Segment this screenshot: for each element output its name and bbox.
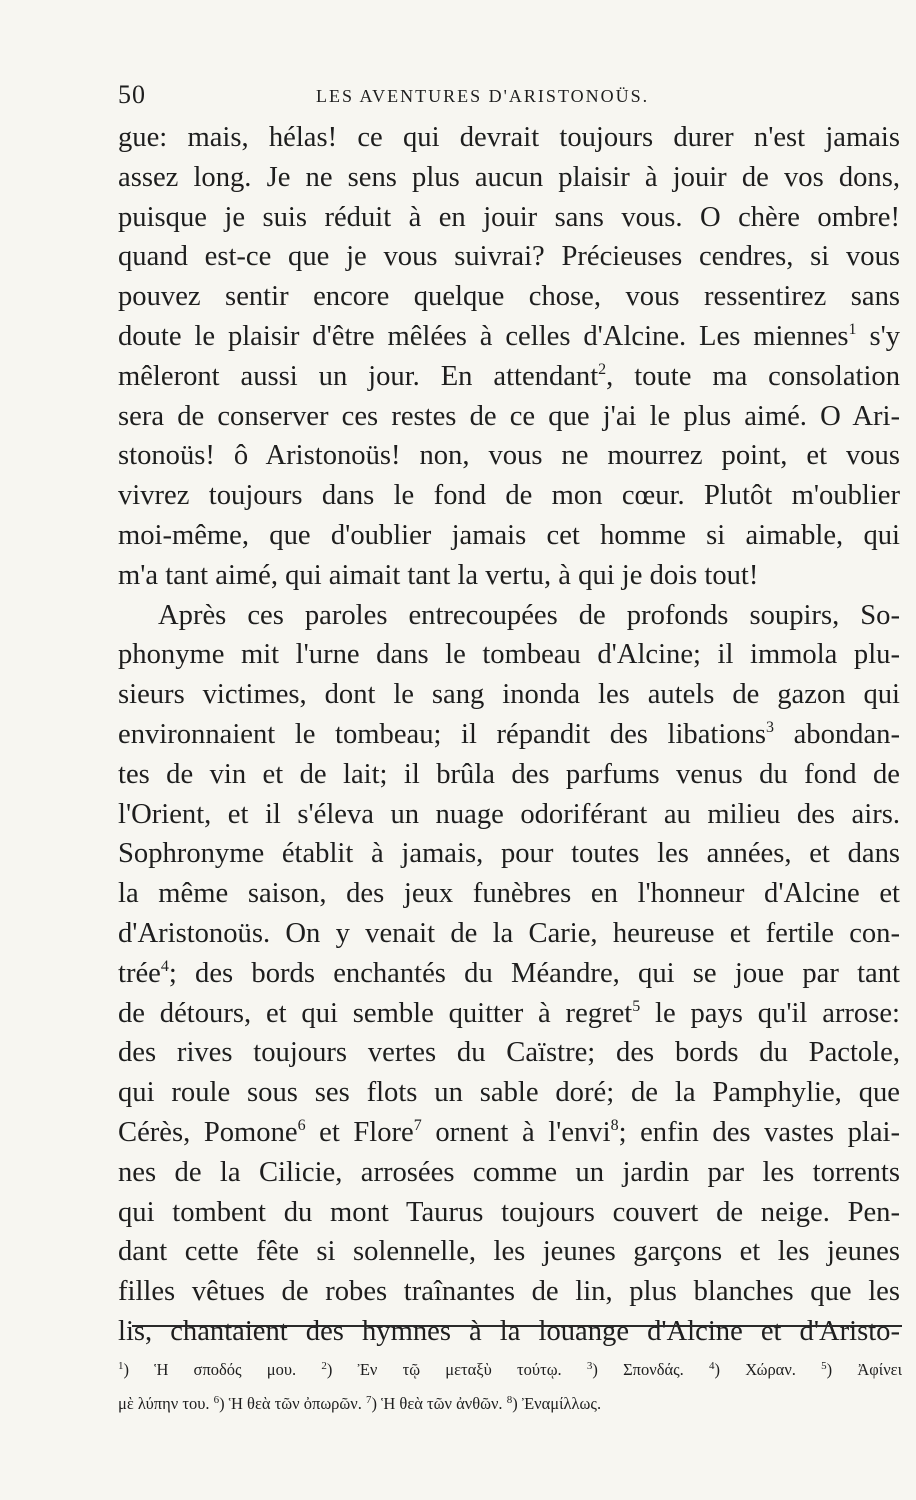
text-line: [118, 715, 900, 755]
text-line: dant cette fête si solennelle, les jeunes garçons et les jeunes: [118, 1236, 900, 1268]
page-number: 50: [118, 80, 146, 109]
footnote-text: Ἐν τῷ μεταξὺ τούτῳ.: [357, 1360, 562, 1379]
footnote-text: Ἡ θεὰ τῶν ὀπωρῶν.: [228, 1394, 362, 1413]
text-line: pouvez sentir encore quelque chose, vous ressentirez sans: [118, 281, 900, 313]
footnote-8: $^8$) Ἐναμίλλως.: [506, 1394, 602, 1413]
text-line: [118, 1113, 900, 1153]
footnote-line: [118, 1353, 902, 1387]
footnote-text: Χώραν.: [745, 1360, 796, 1379]
footnotes: [118, 1353, 902, 1421]
footnote-mark: 8: [506, 1394, 513, 1406]
text-line: qui roule sous ses flots un sable doré; de la Pamphylie, que: [118, 1077, 900, 1109]
text-line: gue: mais, hélas! ce qui devrait toujours durer n'est jamais: [118, 122, 900, 153]
footnote-text: Ἀφίνει: [857, 1360, 903, 1379]
text-segment: de détours, et qui semble quitter à regret: [118, 997, 633, 1029]
text-segment: abondan-: [774, 718, 900, 750]
text-segment: ; enfin des vastes plai-: [618, 1116, 900, 1148]
footnote-divider: [132, 1325, 902, 1327]
text-line: puisque je suis réduit à en jouir sans vous. O chère ombre!: [118, 201, 900, 233]
footnote-4: $^4$) Χώραν.: [709, 1360, 796, 1379]
footnote-marker: 6: [297, 1116, 306, 1134]
footnote-line: [118, 1387, 902, 1421]
text-line: moi-même, que d'oublier jamais cet homme si aimable, qui: [118, 519, 900, 551]
footnote-marker: 2: [598, 360, 607, 378]
footnote-6: $^6$) Ἡ θεὰ τῶν ὀπωρῶν.: [213, 1394, 362, 1413]
footnote-marker: 5: [632, 997, 641, 1015]
footnote-text: Ἡ θεὰ τῶν ἀνθῶν.: [381, 1394, 503, 1413]
text-segment: et Flore: [305, 1116, 414, 1148]
text-line: la même saison, des jeux funèbres en l'honneur d'Alcine et: [118, 878, 900, 910]
footnote-mark: 3: [586, 1360, 593, 1372]
text-segment: ornent à l'envi: [421, 1116, 611, 1148]
footnote-mark: 1: [118, 1360, 124, 1372]
text-line: l'Orient, et il s'éleva un nuage odoriférant au milieu des airs.: [118, 798, 900, 830]
footnote-1: $^1$) Ἡ σποδός μου.: [118, 1360, 297, 1379]
text-line: des rives toujours vertes du Caïstre; des bords du Pactole,: [118, 1037, 900, 1069]
footnote-marker: 8: [610, 1116, 619, 1134]
text-line: vivrez toujours dans le fond de mon cœur. Plutôt m'oublier: [118, 480, 900, 512]
text-line: [118, 357, 900, 397]
text-line: d'Aristonoüs. On y venait de la Carie, heureuse et fertile con-: [118, 917, 900, 949]
text-line: m'a tant aimé, qui aimait tant la vertu, à qui je dois tout!: [118, 559, 759, 591]
footnote-text: Ἐναμίλλως.: [521, 1394, 602, 1413]
text-line: stonoüs! ô Aristonoüs! non, vous ne mourrez point, et vous: [118, 440, 900, 472]
text-line: tes de vin et de lait; il brûla des parfums venus du fond de: [118, 758, 900, 790]
footnote-marker: 7: [413, 1116, 422, 1134]
footnote-text: Ἡ σποδός μου.: [154, 1360, 297, 1379]
text-line: Sophronyme établit à jamais, pour toutes les années, et dans: [118, 838, 900, 870]
text-line: sieurs victimes, dont le sang inonda les autels de gazon qui: [118, 679, 900, 711]
paragraph-start-line: Après ces paroles entrecoupées de profonds soupirs, So-: [158, 599, 900, 631]
footnote-marker: 3: [766, 718, 774, 736]
text-segment: s'y: [869, 320, 901, 352]
footnote-text: Σπονδάς.: [623, 1360, 684, 1379]
footnote-marker: 4: [160, 957, 169, 975]
footnote-mark: 6: [213, 1394, 220, 1406]
footnote-mark: 2: [321, 1360, 327, 1372]
text-line: nes de la Cilicie, arrosées comme un jardin par les torrents: [118, 1156, 900, 1188]
footnote-mark: 7: [365, 1394, 372, 1406]
footnote-marker: 1: [848, 320, 857, 338]
text-line: assez long. Je ne sens plus aucun plaisir à jouir de vos dons,: [118, 161, 900, 193]
text-line: [118, 994, 900, 1034]
text-segment: , toute ma consolation: [606, 360, 900, 392]
text-segment: Cérès, Pomone: [118, 1116, 298, 1148]
text-segment: le pays qu'il arrose:: [640, 997, 900, 1029]
text-segment: trée: [118, 957, 161, 989]
text-line: lis, chantaient des hymnes à la louange d'Alcine et d'Aristo-: [118, 1315, 900, 1347]
text-line: [118, 954, 900, 994]
footnote-2: $^2$) Ἐν τῷ μεταξὺ τούτῳ.: [321, 1360, 562, 1379]
footnote-mark: 5: [821, 1360, 827, 1372]
footnote-3: $^3$) Σπονδάς.: [586, 1360, 684, 1379]
footnote-5: $^5$) Ἀφίνει: [821, 1360, 903, 1379]
text-segment: environnaient le tombeau; il répandit des libations: [118, 718, 766, 750]
page-header: [118, 80, 898, 114]
text-segment: mêleront aussi un jour. En attendant: [118, 360, 599, 392]
running-title: LES AVENTURES D'ARISTONOÜS.: [316, 86, 650, 106]
footnote-mark: 4: [709, 1360, 715, 1372]
footnote-7: $^7$) Ἡ θεὰ τῶν ἀνθῶν.: [365, 1394, 503, 1413]
text-line: qui tombent du mont Taurus toujours couvert de neige. Pen-: [118, 1196, 900, 1228]
text-line: filles vêtues de robes traînantes de lin, plus blanches que les: [118, 1276, 900, 1308]
text-segment: ; des bords enchantés du Méandre, qui se joue par tant: [168, 957, 900, 989]
text-line: [118, 317, 900, 357]
text-segment: doute le plaisir d'être mêlées à celles d'Alcine. Les miennes: [118, 320, 849, 352]
footnote-5-continued: [118, 1394, 210, 1413]
text-line: sera de conserver ces restes de ce que j'ai le plus aimé. O Ari-: [118, 400, 900, 432]
text-line: phonyme mit l'urne dans le tombeau d'Alcine; il immola plu-: [118, 639, 900, 671]
main-text: [118, 118, 900, 1352]
text-line: quand est-ce que je vous suivrai? Précieuses cendres, si vous: [118, 241, 900, 273]
footnote-text: μὲ λύπην του.: [118, 1394, 210, 1413]
